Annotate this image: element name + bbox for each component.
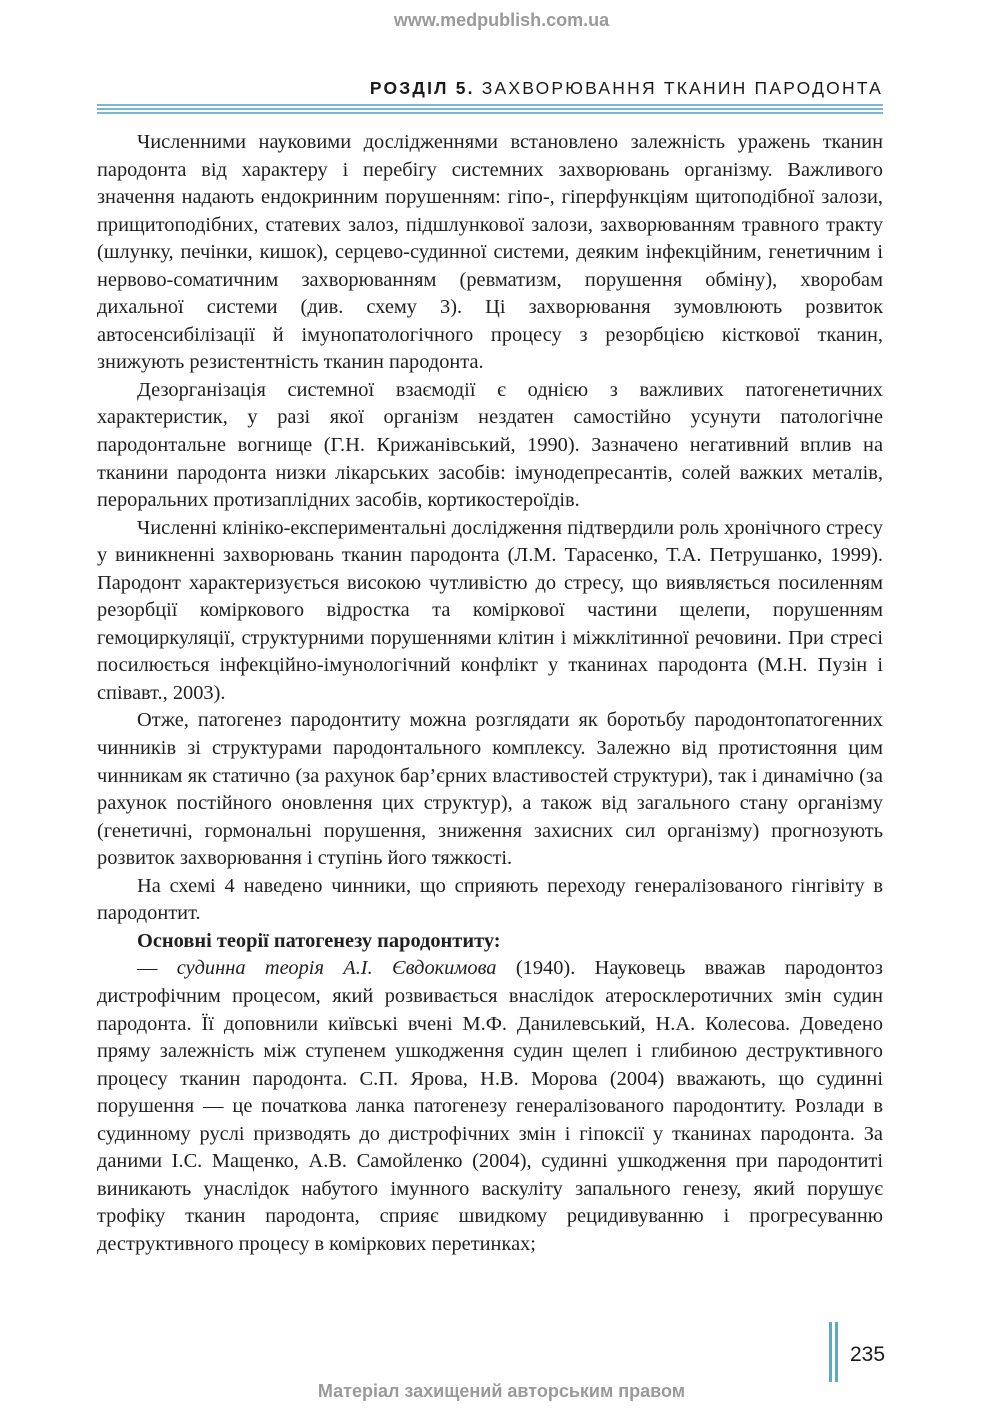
theory-body: (1940). Науковець вважав пародонтоз дистрофічним процесом, який розвивається внаслідок атеросклеротичних змін судин пародонта. Її доповнили київські вчені М.Ф. Данилевський, Н.А. Колесова. Доведено пряму залежність між ступенем ушкодження судин щелеп і глибиною деструктивного процесу тканин пародонта. С.П. Ярова, Н.В. Морова (2004) вважають, що судинні порушення — це початкова ланка патогенезу генералізованого пародонтиту. Розлади в судинному руслі призводять до дистрофічних змін і гіпоксії у тканинах пародонта. За даними І.С. Мащенко, А.В. Самойленко (2004), судинні ушкодження при пародонтиті виникають унаслідок набутого імунного васкуліту запального генезу, який порушує трофіку тканин пародонта, сприяє швидкому рецидивуванню і прогресуванню деструктивного процесу в коміркових перетинках; bbox=[97, 957, 883, 1255]
section-title: ЗАХВОРЮВАННЯ ТКАНИН ПАРОДОНТА bbox=[474, 78, 883, 98]
theory-paragraph bbox=[97, 955, 883, 1258]
running-head bbox=[370, 78, 883, 99]
section-number: РОЗДІЛ 5. bbox=[369, 78, 475, 98]
header-rule bbox=[97, 112, 883, 114]
marker-bar bbox=[835, 1322, 838, 1382]
watermark-url: www.medpublish.com.ua bbox=[393, 10, 610, 30]
paragraph: На схемі 4 наведено чинники, що сприяють переходу генералізованого гінгівіту в пародонтит. bbox=[97, 874, 883, 925]
paragraph: Отже, патогенез пародонтиту можна розглядати як боротьбу пародонтопатогенних чинників зі структурами пародонтального комплексу. Залежно від протистояння цим чинникам як статично (за рахунок бар’єрних властивостей структури), так і динамічно (за рахунок постійного оновлення цих структур), а також від загального стану організму (генетичні, гормональні порушення, зниження захисних сил організму) прогнозують розвиток захворювання і ступінь його тяжкості. bbox=[97, 709, 883, 870]
marker-bar bbox=[829, 1322, 832, 1382]
copyright-watermark: Матеріал захищений авторським правом bbox=[317, 1381, 686, 1401]
theory-title: судинна теорія А.І. Євдокимова bbox=[176, 957, 497, 980]
paragraph: Численними науковими дослідженнями встановлено залежність уражень тканин пародонта від характеру і перебігу системних захворювань організму. Важливого значення надають ендокринним порушенням: гіпо-, гіперфункціям щитоподібної залози, прищитоподібних, статевих залоз, підшлункової залози, захворюванням травного тракту (шлунку, печінки, кишок), серцево-судинної системи, деяким інфекційним, генетичним і нервово-соматичним захворюванням (ревматизм, порушення обміну), хворобам дихальної системи (див. схему 3). Ці захворювання зумовлюють розвиток автосенсибілізації й імунопатологічного процесу з резорбцією кісткової тканин, знижують резистентність тканин пародонта. bbox=[97, 131, 883, 374]
header-rule bbox=[97, 108, 883, 110]
paragraph: Дезорганізація системної взаємодії є однією з важливих патогенетичних характеристик, у разі якої організм нездатен самостійно усунути патологічне пародонтальне вогнище (Г.Н. Крижанівський, 1990). Зазначено негативний вплив на тканини пародонта низки лікарських засобів: імунодепресантів, солей важких металів, пероральних протизаплідних засобів, кортикостероїдів. bbox=[97, 378, 883, 512]
page-number-marker bbox=[829, 1322, 841, 1382]
body-text bbox=[97, 129, 883, 1258]
paragraph: Численні клініко-експериментальні дослідження підтвердили роль хронічного стресу у виникненні захворювань тканин пародонта (Л.М. Тарасенко, Т.А. Петрушанко, 1999). Пародонт характеризується високою чутливістю до стресу, що виявляється посиленням резорбції коміркового відростка та коміркової частини щелепи, порушенням гемоциркуляції, структурними порушеннями клітин і міжклітинної речовини. При стресі посилюється інфекційно-імунологічний конфлікт у тканинах пародонта (М.Н. Пузін і співавт., 2003). bbox=[97, 516, 883, 704]
header-rule bbox=[97, 104, 883, 106]
list-dash: — bbox=[137, 957, 177, 980]
section-heading: Основні теорії патогенезу пародонтиту: bbox=[137, 929, 501, 952]
page-number: 235 bbox=[850, 1343, 886, 1366]
